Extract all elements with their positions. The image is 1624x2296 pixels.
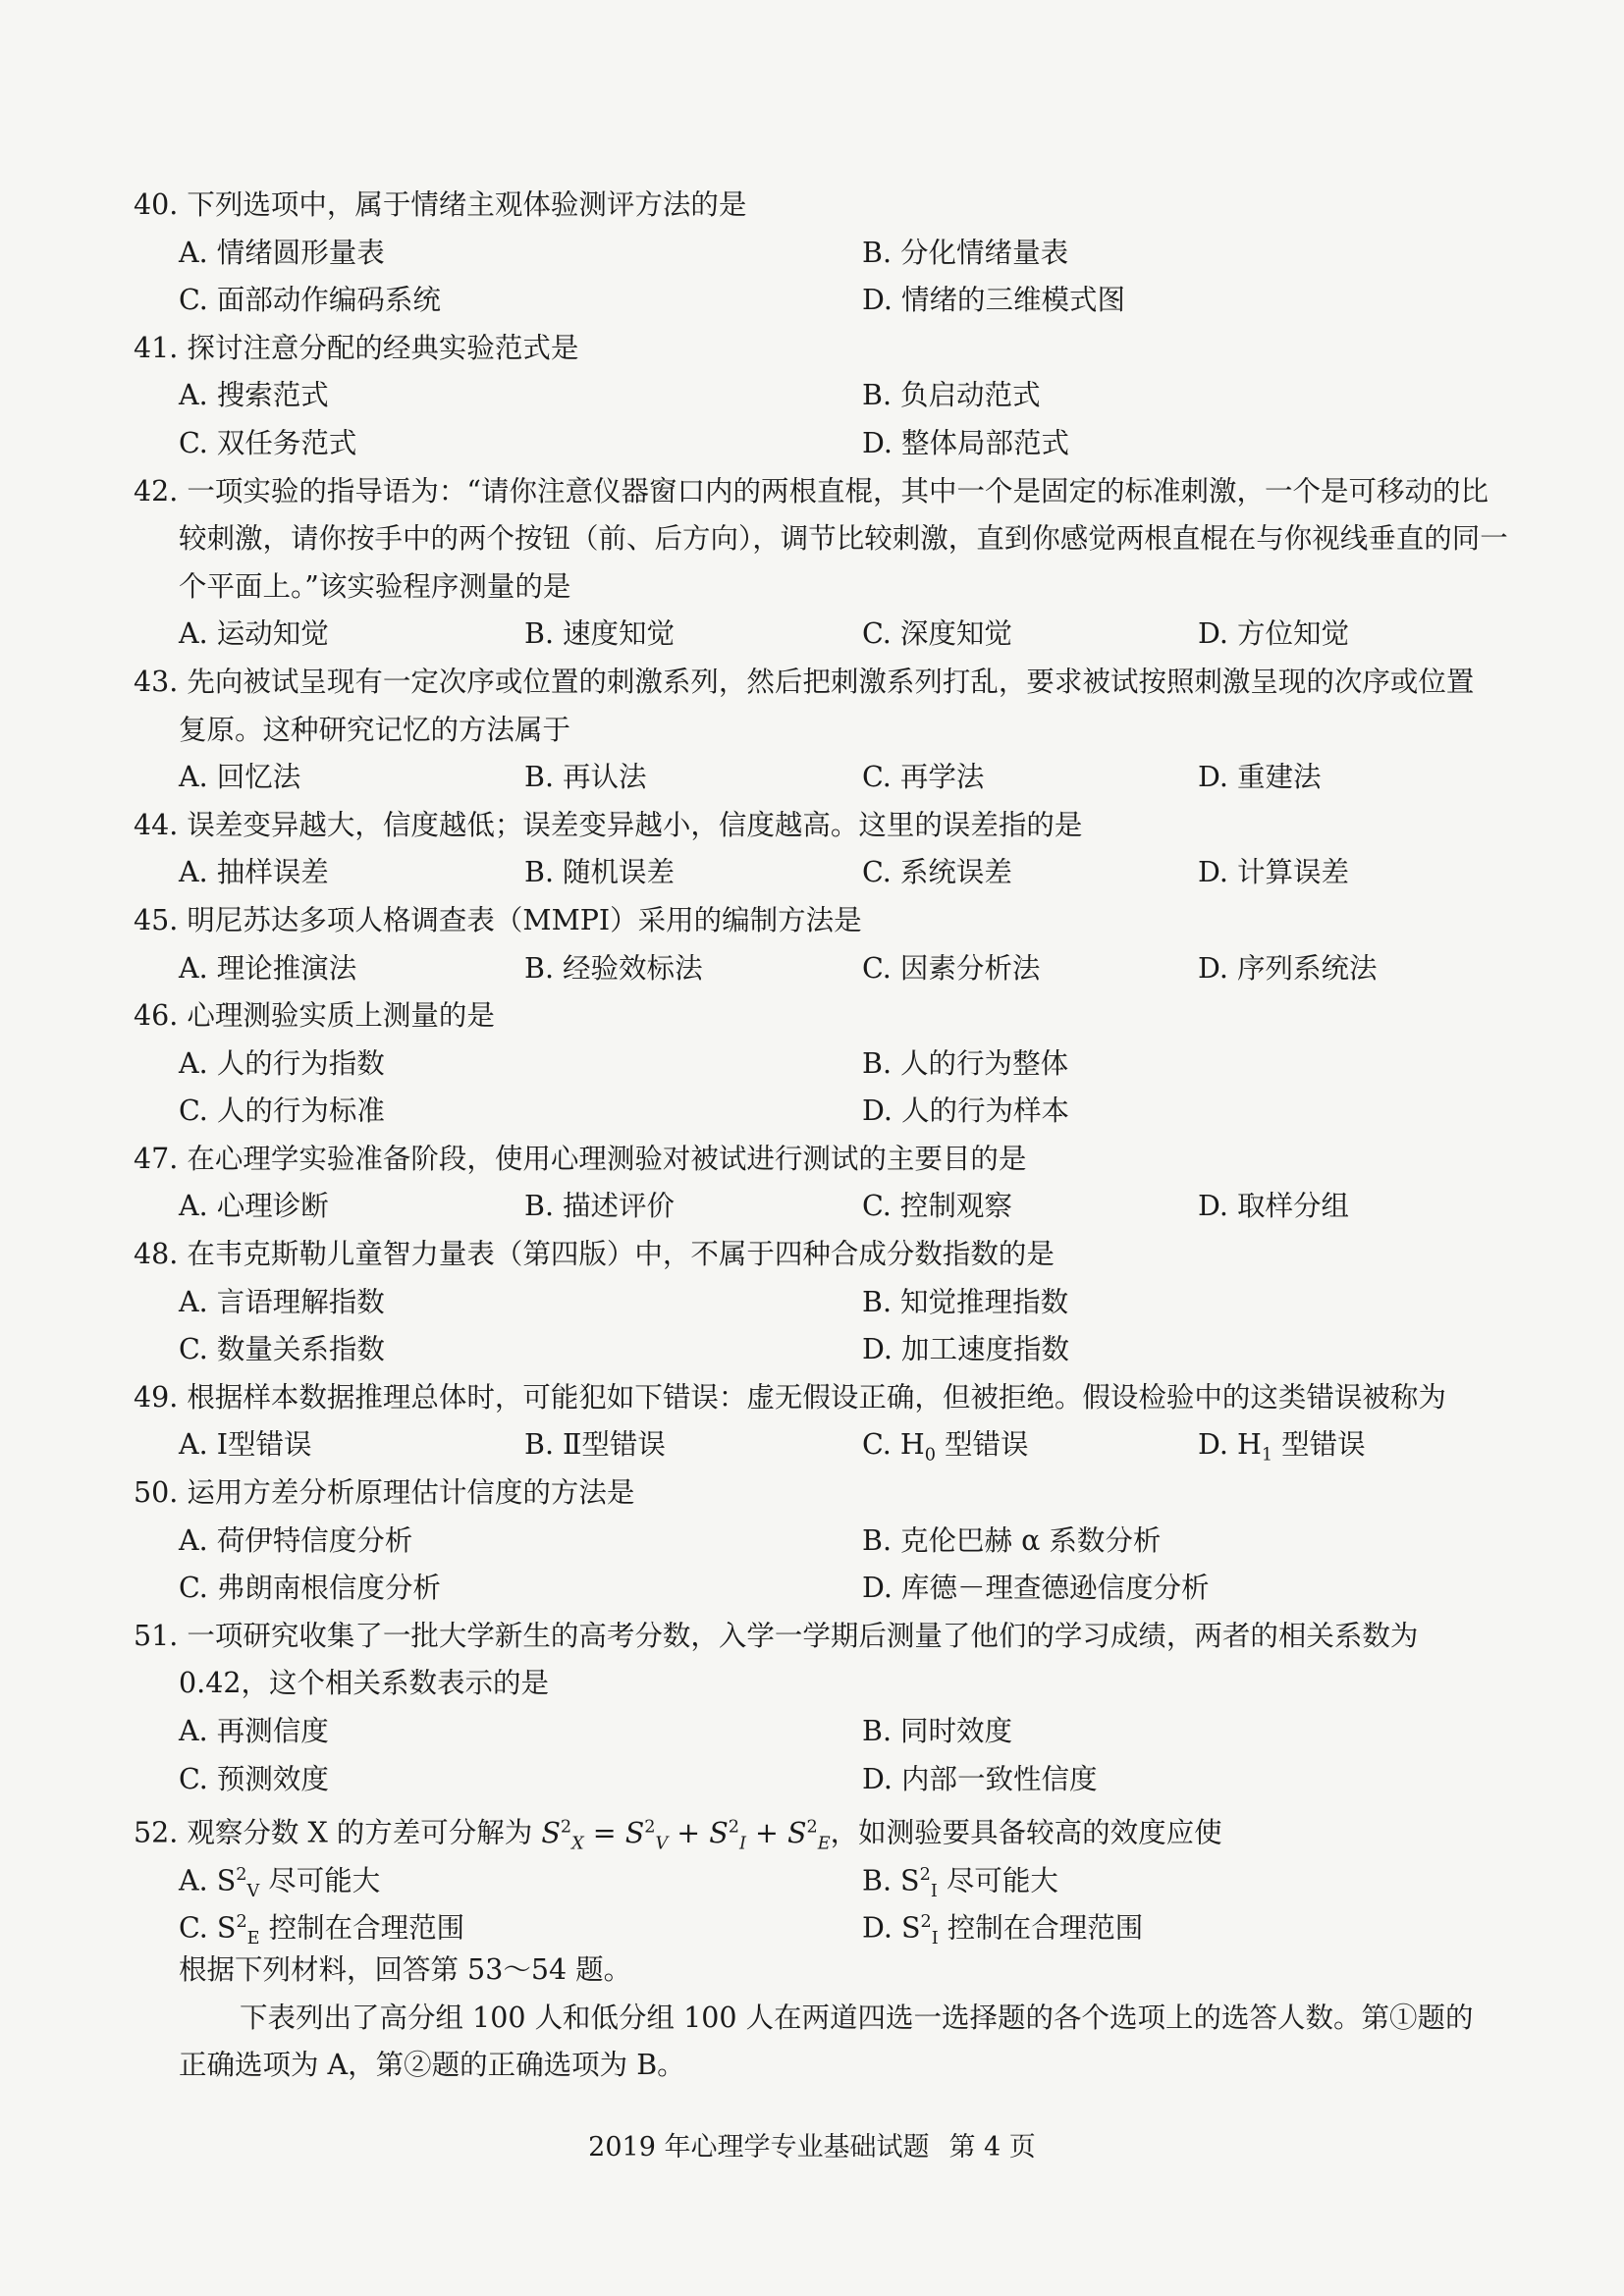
question-46-options-row2 xyxy=(134,1088,1498,1136)
question-41-options-row2 xyxy=(134,420,1498,468)
question-45-stem: 45. 明尼苏达多项人格调查表（MMPI）采用的编制方法是 xyxy=(134,903,862,936)
option-d: D. 加工速度指数 xyxy=(862,1333,1069,1366)
option-a: A. 抽样误差 xyxy=(179,856,329,889)
question-50-options-row2 xyxy=(134,1565,1498,1613)
option-c: C. 因素分析法 xyxy=(862,951,1041,985)
option-b: B. 描述评价 xyxy=(524,1190,676,1223)
question-51-options-row2 xyxy=(134,1756,1498,1804)
variance-formula: $S^2_X = S^2_V + S^2_I + S^2_E$ xyxy=(541,1816,831,1854)
option-c: C. 预测效度 xyxy=(179,1762,329,1795)
question-42-options xyxy=(134,611,1498,659)
page-footer xyxy=(0,2125,1624,2163)
question-43-stem-line1: 43. 先向被试呈现有一定次序或位置的刺激系列，然后把刺激系列打乱，要求被试按照刺激呈现的次序或位置 xyxy=(134,665,1475,698)
question-44-options xyxy=(134,849,1498,897)
question-42-stem-line1: 42. 一项实验的指导语为：“请你注意仪器窗口内的两根直棍，其中一个是固定的标准刺激，一个是可移动的比 xyxy=(134,474,1489,507)
footer-title: 2019 年心理学专业基础试题 xyxy=(588,2132,930,2163)
option-b: B. 同时效度 xyxy=(862,1715,1013,1747)
question-40-options-row2 xyxy=(134,277,1498,325)
question-42-stem-line2: 较刺激，请你按手中的两个按钮（前、后方向），调节比较刺激，直到你感觉两根直棍在与你视线垂直的同一 xyxy=(179,522,1508,556)
option-b: B. $S^2_I$ 尽可能大 xyxy=(862,1864,1058,1901)
question-52-stem-suffix: ，如测验要具备较高的效度应使 xyxy=(830,1816,1222,1849)
question-47-options xyxy=(134,1183,1498,1231)
question-49-options xyxy=(134,1421,1498,1469)
option-b: B. 分化情绪量表 xyxy=(862,236,1069,269)
footer-page-number: 第 4 页 xyxy=(948,2132,1036,2163)
option-d: D. 情绪的三维模式图 xyxy=(862,284,1125,317)
option-b: B. 再认法 xyxy=(524,761,647,794)
option-c-subscript: 0 xyxy=(924,1446,936,1467)
question-51-stem-line2: 0.42，这个相关系数表示的是 xyxy=(179,1667,549,1700)
option-a: A. 言语理解指数 xyxy=(179,1285,385,1318)
question-49-stem: 49. 根据样本数据推理总体时，可能犯如下错误：虚无假设正确，但被拒绝。假设检验中的这类错误被称为 xyxy=(134,1380,1446,1414)
option-d: D. 整体局部范式 xyxy=(862,426,1069,459)
question-51-stem-line1: 51. 一项研究收集了一批大学新生的高考分数，入学一学期后测量了他们的学习成绩，两者的相关系数为 xyxy=(134,1619,1419,1652)
option-b: B. Ⅱ型错误 xyxy=(524,1428,666,1462)
option-b: B. 经验效标法 xyxy=(524,951,703,985)
option-c: C. $S^2_E$ 控制在合理范围 xyxy=(179,1911,465,1949)
question-47-stem: 47. 在心理学实验准备阶段，使用心理测验对被试进行测试的主要目的是 xyxy=(134,1142,1027,1175)
option-d-subscript: 1 xyxy=(1261,1446,1273,1467)
option-d-suffix: 型错误 xyxy=(1272,1428,1366,1462)
question-50-stem: 50. 运用方差分析原理估计信度的方法是 xyxy=(134,1476,635,1510)
option-d: D. 人的行为样本 xyxy=(862,1095,1069,1128)
option-d: D. $S^2_I$ 控制在合理范围 xyxy=(862,1911,1144,1949)
option-a: A. 心理诊断 xyxy=(179,1190,329,1223)
option-d: D. 方位知觉 xyxy=(1198,617,1349,651)
option-b: B. 克伦巴赫 α 系数分析 xyxy=(862,1523,1162,1557)
option-a: A. 搜索范式 xyxy=(179,379,329,412)
option-a: A. 运动知觉 xyxy=(179,617,329,651)
material-paragraph-line2: 正确选项为 A，第②题的正确选项为 B。 xyxy=(179,2049,685,2082)
question-44-stem: 44. 误差变异越大，信度越低；误差变异越小，信度越高。这里的误差指的是 xyxy=(134,808,1083,841)
question-42-stem-line3: 个平面上。”该实验程序测量的是 xyxy=(179,569,571,603)
material-intro: 根据下列材料，回答第 53～54 题。 xyxy=(179,1952,632,1986)
question-43-stem-line2: 复原。这种研究记忆的方法属于 xyxy=(179,713,571,746)
question-52-stem-prefix: 52. 观察分数 X 的方差可分解为 xyxy=(134,1816,542,1849)
option-a: A. 情绪圆形量表 xyxy=(179,236,385,269)
option-b: B. 知觉推理指数 xyxy=(862,1285,1069,1318)
option-a: A. 人的行为指数 xyxy=(179,1046,385,1080)
question-46-stem: 46. 心理测验实质上测量的是 xyxy=(134,999,495,1033)
material-paragraph-line1: 下表列出了高分组 100 人和低分组 100 人在两道四选一选择题的各个选项上的选答人数。第①题的 xyxy=(240,2001,1474,2034)
question-40-options-row1 xyxy=(134,230,1498,278)
option-d: D. 库德－理查德逊信度分析 xyxy=(862,1572,1210,1605)
question-41-stem: 41. 探讨注意分配的经典实验范式是 xyxy=(134,331,579,364)
option-d-prefix: D. H xyxy=(1198,1428,1262,1462)
option-c-suffix: 型错误 xyxy=(936,1428,1029,1462)
option-c: C. 弗朗南根信度分析 xyxy=(179,1572,441,1605)
option-c-prefix: C. H xyxy=(862,1428,925,1462)
option-b-text: 尽可能大 xyxy=(937,1864,1058,1897)
option-b: B. 人的行为整体 xyxy=(862,1046,1069,1080)
question-40-stem: 40. 下列选项中，属于情绪主观体验测评方法的是 xyxy=(134,188,747,221)
option-a: A. Ⅰ型错误 xyxy=(179,1428,312,1462)
question-43-options xyxy=(134,754,1498,802)
option-c: C. 系统误差 xyxy=(862,856,1012,889)
question-48-options-row2 xyxy=(134,1326,1498,1374)
question-48-options-row1 xyxy=(134,1279,1498,1327)
option-b: B. 速度知觉 xyxy=(524,617,676,651)
question-48-stem: 48. 在韦克斯勒儿童智力量表（第四版）中，不属于四种合成分数指数的是 xyxy=(134,1238,1055,1271)
option-c: C. 数量关系指数 xyxy=(179,1333,385,1366)
option-a-text: 尽可能大 xyxy=(259,1864,381,1897)
option-d: D. 取样分组 xyxy=(1198,1190,1349,1223)
question-52-options-row2 xyxy=(134,1898,1498,1947)
option-d: D. 内部一致性信度 xyxy=(862,1762,1098,1795)
option-d: D. 计算误差 xyxy=(1198,856,1349,889)
option-b: B. 随机误差 xyxy=(524,856,676,889)
question-45-options xyxy=(134,945,1498,993)
question-50-options-row1 xyxy=(134,1518,1498,1566)
option-a: A. 荷伊特信度分析 xyxy=(179,1523,413,1557)
option-d: D. 序列系统法 xyxy=(1198,951,1378,985)
question-41-options-row1 xyxy=(134,372,1498,420)
option-c: C. 深度知觉 xyxy=(862,617,1012,651)
option-c: C. 人的行为标准 xyxy=(179,1095,385,1128)
question-52-stem xyxy=(134,1803,1498,1854)
option-c-text: 控制在合理范围 xyxy=(259,1911,465,1945)
question-46-options-row1 xyxy=(134,1041,1498,1089)
question-52-options-row1 xyxy=(134,1851,1498,1899)
option-d: D. 重建法 xyxy=(1198,761,1322,794)
option-b: B. 负启动范式 xyxy=(862,379,1041,412)
option-a: A. 回忆法 xyxy=(179,761,301,794)
option-d-text: 控制在合理范围 xyxy=(938,1911,1144,1945)
option-a: A. $S^2_V$ 尽可能大 xyxy=(179,1864,381,1901)
option-c: C. 控制观察 xyxy=(862,1190,1012,1223)
option-c: C. 再学法 xyxy=(862,761,985,794)
question-list xyxy=(134,182,1508,2090)
option-c: C. 面部动作编码系统 xyxy=(179,284,441,317)
question-51-options-row1 xyxy=(134,1708,1498,1756)
option-c: C. 双任务范式 xyxy=(179,426,357,459)
option-a: A. 再测信度 xyxy=(179,1715,329,1747)
option-a: A. 理论推演法 xyxy=(179,951,357,985)
